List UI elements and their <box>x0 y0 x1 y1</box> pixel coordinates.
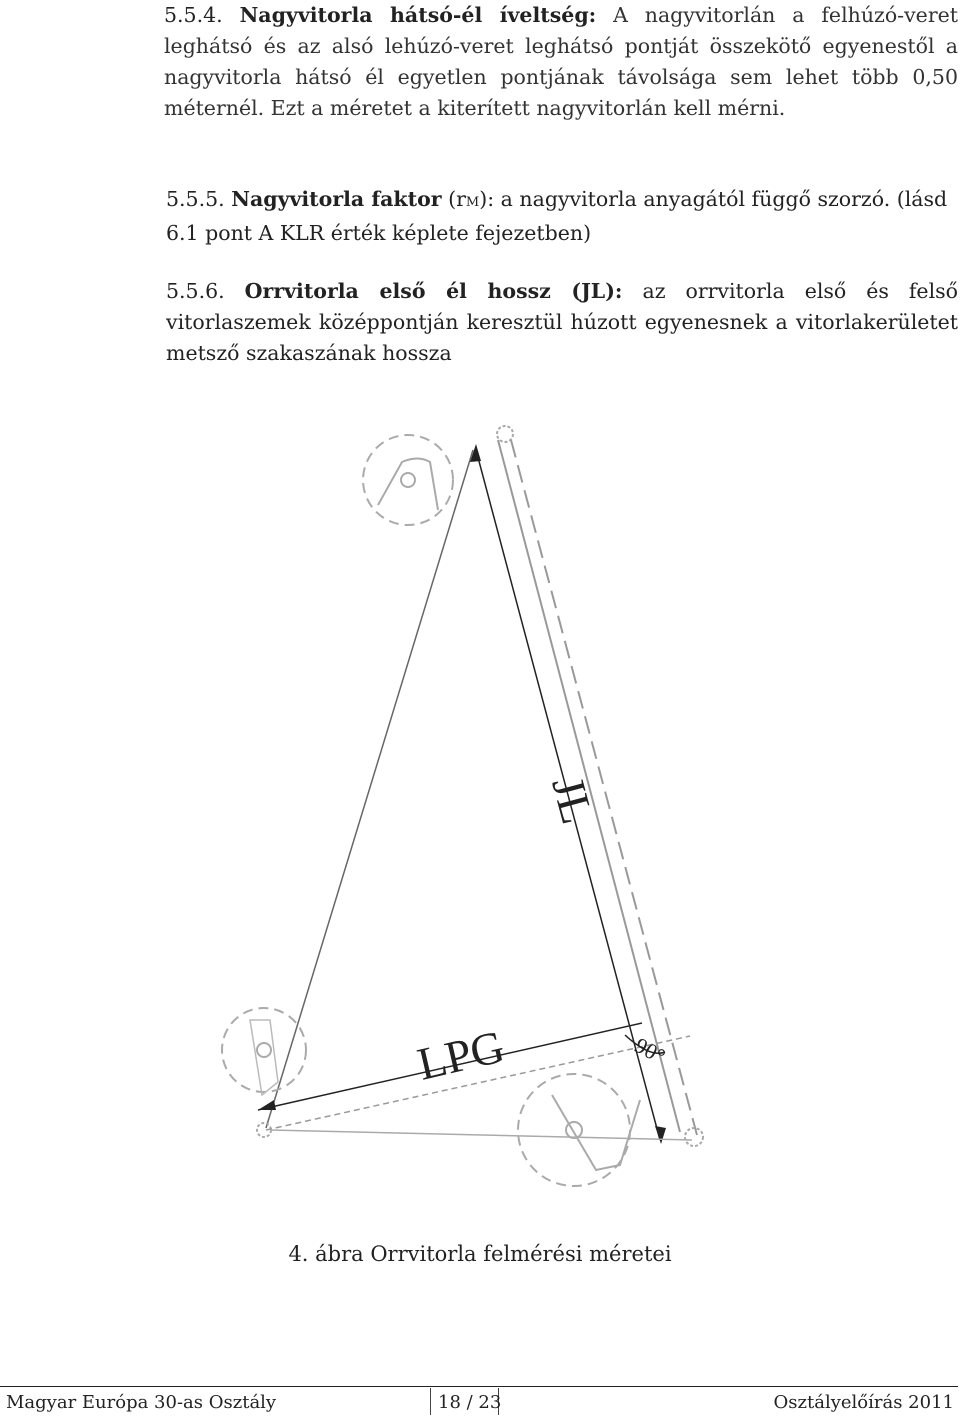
angle-label: 90° <box>630 1032 670 1069</box>
section-body: ): a nagyvitorla anyagától függő szorzó. (lásd 6.1 pont A KLR érték képlete fejezetben) <box>166 187 948 245</box>
leech-line <box>266 450 473 1128</box>
tack-board-outline <box>552 1095 640 1170</box>
footer-separator <box>430 1388 431 1415</box>
head-circle <box>363 435 453 525</box>
section-body-pre: (r <box>441 187 466 211</box>
jl-label: JL <box>542 771 604 830</box>
section-number: 5.5.6. <box>166 279 225 303</box>
section-number: 5.5.5. <box>166 187 225 211</box>
tack-point-circle <box>685 1128 703 1146</box>
clew-circle-center <box>257 1043 271 1057</box>
lpg-arrow-left <box>258 1100 276 1110</box>
section-number: 5.5.4. <box>164 3 223 27</box>
footer-right: Osztályelőírás 2011 <box>773 1392 954 1413</box>
luff-line-outer <box>511 440 697 1135</box>
figure-caption: 4. ábra Orrvitorla felmérési méretei <box>288 1242 672 1266</box>
section-heading: Orrvitorla első él hossz (JL): <box>244 279 623 303</box>
footer-left: Magyar Európa 30-as Osztály <box>6 1392 277 1413</box>
head-circle-center <box>401 473 415 487</box>
page-number: 18 / 23 <box>438 1392 502 1413</box>
section-body: A nagyvitorlán a felhúzó-veret leghátsó és az alsó lehúzó-veret leghátsó pontját összekötő egyenestől a nagyvitorla hátsó él egyetlen pontjának távolsága sem lehet több 0,50 méternél. Ezt a méretet a kiterített nagyvitorlán kell mérni. <box>164 3 958 120</box>
lpg-label: LPG <box>412 1020 509 1090</box>
tack-circle <box>518 1074 630 1186</box>
section-heading: Nagyvitorla faktor <box>231 187 442 211</box>
page-footer <box>0 1378 960 1417</box>
head-point-circle <box>497 426 513 442</box>
head-board-outline <box>378 459 438 511</box>
section-body: az orrvitorla első és felső vitorlaszemek középpontján keresztül húzott egyenesnek a vitorlakerületet metsző szakaszának hossza <box>166 279 958 365</box>
subscript-m: M <box>465 195 480 210</box>
jl-arrow-bottom <box>655 1126 666 1144</box>
section-heading: Nagyvitorla hátsó-él íveltség: <box>239 3 597 27</box>
footer-rule <box>0 1386 958 1387</box>
